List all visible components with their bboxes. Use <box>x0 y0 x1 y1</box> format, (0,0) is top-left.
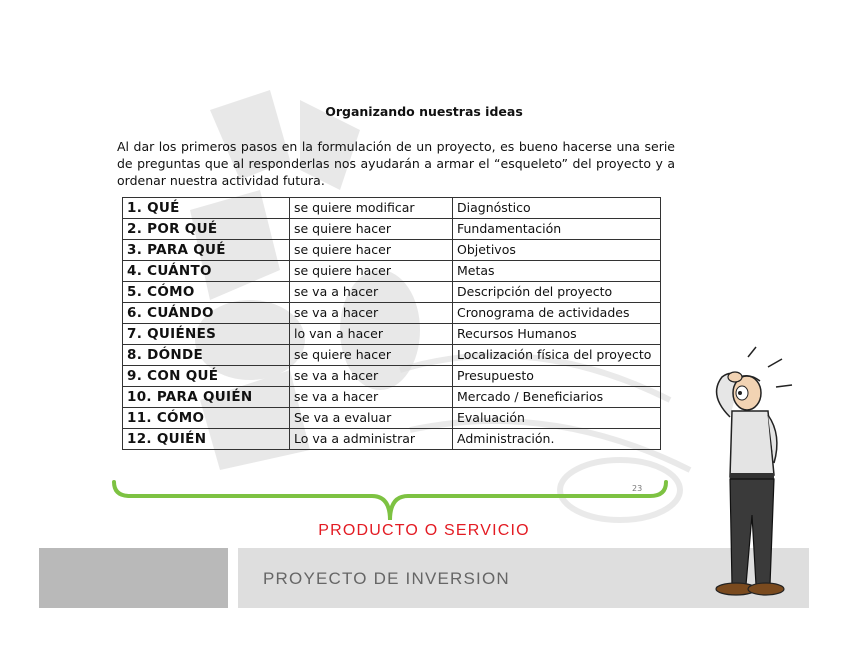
answer-cell: Recursos Humanos <box>453 324 661 345</box>
verb-cell: se va a hacer <box>290 282 453 303</box>
product-label: PRODUCTO O SERVICIO <box>318 522 530 539</box>
table-row <box>123 198 661 219</box>
intro-paragraph: Al dar los primeros pasos en la formulación de un proyecto, es bueno hacerse una serie de preguntas que al responderlas nos ayudarán a armar el “esqueleto” del proyecto y a ordenar nuestra actividad futura. <box>117 139 675 188</box>
verb-cell: Lo va a administrar <box>290 429 453 450</box>
table-row <box>123 303 661 324</box>
table-row <box>123 219 661 240</box>
verb-cell: se quiere hacer <box>290 261 453 282</box>
answer-cell: Mercado / Beneficiarios <box>453 387 661 408</box>
question-cell: 1. QUÉ <box>123 198 290 219</box>
document-title: Organizando nuestras ideas <box>325 104 523 119</box>
table-row <box>123 261 661 282</box>
verb-cell: se quiere hacer <box>290 345 453 366</box>
table-row <box>123 366 661 387</box>
question-cell: 2. POR QUÉ <box>123 219 290 240</box>
answer-cell: Descripción del proyecto <box>453 282 661 303</box>
question-cell: 4. CUÁNTO <box>123 261 290 282</box>
table-row <box>123 240 661 261</box>
answer-cell: Objetivos <box>453 240 661 261</box>
verb-cell: se va a hacer <box>290 366 453 387</box>
question-cell: 7. QUIÉNES <box>123 324 290 345</box>
verb-cell: lo van a hacer <box>290 324 453 345</box>
question-cell: 11. CÓMO <box>123 408 290 429</box>
answer-cell: Evaluación <box>453 408 661 429</box>
question-cell: 9. CON QUÉ <box>123 366 290 387</box>
question-cell: 8. DÓNDE <box>123 345 290 366</box>
thinking-man-icon <box>690 345 815 605</box>
answer-cell: Metas <box>453 261 661 282</box>
table-row <box>123 345 661 366</box>
table-row <box>123 282 661 303</box>
table-row <box>123 387 661 408</box>
question-cell: 6. CUÁNDO <box>123 303 290 324</box>
table-row <box>123 429 661 450</box>
answer-cell: Presupuesto <box>453 366 661 387</box>
answer-cell: Diagnóstico <box>453 198 661 219</box>
verb-cell: se va a hacer <box>290 387 453 408</box>
question-cell: 12. QUIÉN <box>123 429 290 450</box>
verb-cell: se quiere hacer <box>290 219 453 240</box>
footer-label: PROYECTO DE INVERSION <box>263 569 510 588</box>
verb-cell: se quiere hacer <box>290 240 453 261</box>
answer-cell: Cronograma de actividades <box>453 303 661 324</box>
question-cell: 3. PARA QUÉ <box>123 240 290 261</box>
answer-cell: Localización física del proyecto <box>453 345 661 366</box>
verb-cell: se va a hacer <box>290 303 453 324</box>
table-row <box>123 324 661 345</box>
question-cell: 10. PARA QUIÉN <box>123 387 290 408</box>
answer-cell: Administración. <box>453 429 661 450</box>
footer-band-left <box>39 548 228 608</box>
page-number: 23 <box>632 484 643 493</box>
question-cell: 5. CÓMO <box>123 282 290 303</box>
answer-cell: Fundamentación <box>453 219 661 240</box>
table-row <box>123 408 661 429</box>
questions-table <box>122 197 661 450</box>
verb-cell: se quiere modificar <box>290 198 453 219</box>
verb-cell: Se va a evaluar <box>290 408 453 429</box>
